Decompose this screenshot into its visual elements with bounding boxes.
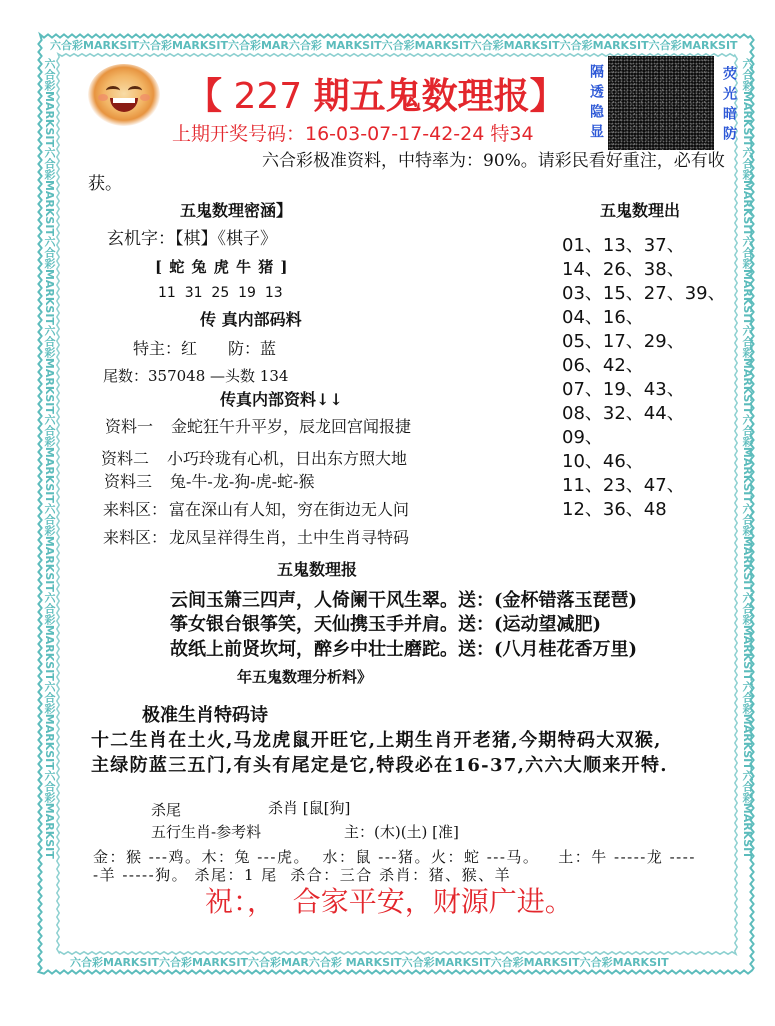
number-row: 12、36、48: [562, 499, 667, 520]
number-row: 08、32、44、: [562, 403, 685, 424]
kill-tail-label: 杀尾: [151, 801, 182, 819]
intro-line-2: 获。: [88, 174, 122, 194]
title-bracket-close: 】: [529, 76, 566, 117]
material-label: 来料区：: [103, 528, 168, 547]
face-teeth: [113, 98, 135, 103]
number-row: 03、15、27、39、: [562, 283, 726, 304]
fax-data-title: 传真内部资料↓↓: [220, 390, 343, 409]
mihan-section-title: 五鬼数理密涵】: [180, 201, 293, 220]
number-row: 04、16、: [562, 307, 644, 328]
anticounterfeit-stamp-left: 隔透隐显: [588, 64, 604, 144]
number-row: 07、19、43、: [562, 379, 685, 400]
poem-line: 云间玉箫三四声，人倚阑干风生翠。送：(金杯错落玉琵琶): [170, 590, 638, 611]
material-text: 小巧玲珑有心机，日出东方照大地: [167, 449, 408, 468]
number-row: 06、42、: [562, 355, 644, 376]
number-row: 05、17、29、: [562, 331, 685, 352]
number-row: 10、46、: [562, 451, 644, 472]
analysis-title: 年五鬼数理分析料》: [237, 668, 373, 686]
tail-head-numbers: 尾数：357048 —头数 134: [103, 367, 289, 385]
fax-code-title: 传 真内部码料: [200, 310, 302, 329]
border-text-left: 六合彩MARKSIT六合彩MARKSIT六合彩MARKSIT六合彩MARKSIT六合彩MARKSIT六合彩MARKSIT六合彩MARKSIT六合彩MARKSIT六合彩MARKSIT: [43, 58, 56, 859]
face-mouth: [110, 98, 138, 112]
xuanji-text: 玄机字：【棋】《棋子》: [107, 229, 277, 249]
numbers-list: [562, 234, 726, 522]
issue-number: 227: [222, 76, 314, 117]
last-draw-numbers: 上期开奖号码：16-03-07-17-42-24 特34: [172, 123, 534, 145]
material-text: 龙凤呈祥得生肖，土中生肖寻特码: [169, 528, 410, 547]
main-element: 主：(木)(土) [准]: [344, 823, 459, 841]
blessing-text: 祝：， 合家平安，财源广进。: [205, 885, 573, 918]
border-text-right: 六合彩MARKSIT六合彩MARKSIT六合彩MARKSIT六合彩MARKSIT六合彩MARKSIT六合彩MARKSIT六合彩MARKSIT六合彩MARKSIT六合彩MARKSIT: [741, 58, 754, 859]
material-row: [105, 419, 411, 435]
material-row: [103, 502, 409, 518]
zodiac-numbers: 11 31 25 19 13: [158, 285, 283, 301]
report-title: 五鬼数理报: [277, 560, 358, 579]
numbers-title: 五鬼数理出: [600, 201, 681, 220]
anticounterfeit-stamp-right: 荧光暗防: [721, 66, 737, 146]
elements-line-2: -羊 -----狗。 杀尾：1 尾 杀合：三合 杀肖：猪、猴、羊: [93, 866, 512, 884]
number-row: 14、26、38、: [562, 259, 685, 280]
face-right-eye: [128, 86, 142, 95]
material-text: 金蛇狂午升平岁，辰龙回宫闻报捷: [171, 417, 412, 436]
material-row: [101, 451, 407, 467]
verse-line: 主绿防蓝三五门,有头有尾定是它,特段必在16-37,六六大顺来开特.: [91, 755, 668, 776]
elements-line-1: 金：猴 ---鸡。木：兔 ---虎。 水：鼠 ---猪。火：蛇 ---马。 土：牛 -----龙 ----: [93, 848, 696, 866]
material-row: [104, 474, 314, 490]
border-text-bottom: 六合彩MARKSIT六合彩MARKSIT六合彩MAR六合彩 MARKSIT六合彩MARKSIT六合彩MARKSIT六合彩MARKSIT: [70, 956, 669, 969]
special-main: 特主：红: [133, 339, 198, 358]
laughing-face-image: [88, 64, 160, 126]
poem-line: 筝女银台银筝笑，天仙携玉手并肩。送：(运动望减肥): [170, 614, 602, 635]
verse-line: 十二生肖在土火,马龙虎鼠开旺它,上期生肖开老猪,今期特码大双猴,: [91, 730, 662, 751]
wuxing-title: 五行生肖-参考料: [151, 823, 262, 841]
material-text: 富在深山有人知，穷在街边无人问: [169, 500, 410, 519]
material-label: 资料一: [105, 417, 154, 436]
kill-zodiac: 杀肖 [鼠[狗]: [268, 799, 351, 817]
face-left-eye: [106, 86, 120, 95]
special-guard: 防：蓝: [228, 339, 277, 358]
verse-title: 极准生肖特码诗: [142, 705, 268, 726]
poem-line: 故纸上前贤坎坷，醉乡中壮士磨跎。送：(八月桂花香万里): [170, 639, 638, 660]
material-label: 来料区：: [103, 500, 168, 519]
face-right-cheek: [140, 94, 150, 101]
zodiac-list: [ 蛇 兔 虎 牛 猪 ]: [155, 258, 289, 276]
intro-line-1: 六合彩极准资料，中特率为：90%。请彩民看好重注，必有收: [262, 151, 725, 171]
page-title: [186, 76, 566, 117]
material-text: 兔-牛-龙-狗-虎-蛇-猴: [170, 472, 315, 491]
obscured-qr-code: [608, 56, 714, 150]
material-label: 资料三: [104, 472, 153, 491]
number-row: 01、13、37、: [562, 235, 685, 256]
material-row: [103, 530, 409, 546]
number-row: 11、23、47、: [562, 475, 685, 496]
material-label: 资料二: [101, 449, 150, 468]
border-text-top: 六合彩MARKSIT六合彩MARKSIT六合彩MAR六合彩 MARKSIT六合彩MARKSIT六合彩MARKSIT六合彩MARKSIT六合彩MARKSIT: [50, 39, 738, 52]
number-row: 09、: [562, 427, 603, 448]
title-bracket-open: 【: [186, 76, 223, 117]
title-text: 期五鬼数理报: [313, 76, 530, 117]
face-left-cheek: [98, 94, 108, 101]
